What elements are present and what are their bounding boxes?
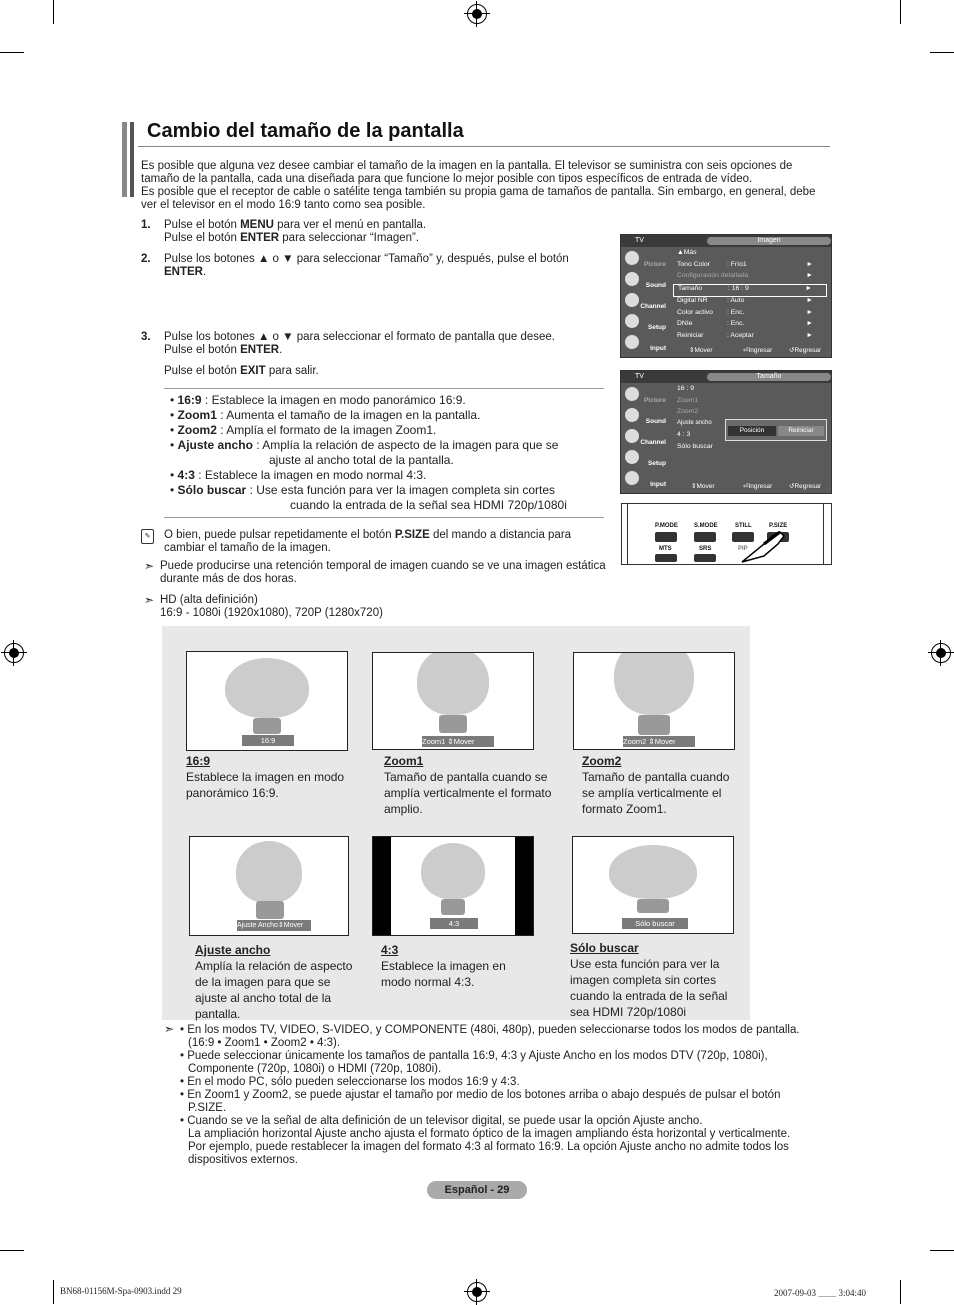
arrow-right-icon: ► [806,297,813,304]
option-desc: : Use esta función para ver la imagen completa sin cortes [246,483,556,497]
step-text: para seleccionar “Imagen”. [279,232,420,244]
note-text: del mando a distancia para [429,529,572,541]
balloon-icon [609,845,697,899]
option-key: 4:3 [177,468,195,482]
caption-heading: Ajuste ancho [195,943,271,957]
mode-label: Ajuste Ancho⇕Mover [236,919,312,932]
setup-icon [625,314,639,328]
image-solo-buscar [572,836,734,934]
caption-text: ajuste al ancho total de la [195,991,332,1005]
title-underline [138,146,830,147]
enter-hint: ⏎ Ingresar [743,347,773,354]
option-key: 16:9 [177,393,202,407]
sidebar-label: Sound [645,282,666,289]
arrow-right-icon: ► [806,260,813,268]
sidebar-item-picture[interactable] [623,249,667,270]
note-line: dispositivos externos. [188,1154,298,1166]
option-4-3: • 4:3 : Establece la imagen en modo normal 4:3. [170,468,427,482]
menu-row-value: : Enc. [727,308,745,316]
mode-label: 16:9 [241,734,295,747]
balloon-icon [421,843,485,899]
picture-icon [625,387,639,401]
crop-mark [53,1280,54,1304]
caption-text: Establece la imagen en modo [186,770,345,784]
picture-icon [625,251,639,265]
note-text: 16:9 - 1080i (1920x1080), 720P (1280x720) [160,607,383,619]
sidebar-label: Sound [645,418,666,425]
srs-button[interactable] [694,554,716,562]
caption-heading: Zoom2 [582,754,622,768]
image-zoom1 [372,652,534,750]
note-line: Componente (720p, 1080i) o HDMI (720p, 1080i). [188,1063,442,1075]
option-desc-cont: ajuste al ancho total de la pantalla. [269,453,454,467]
menu-row-label: Color activo [677,308,713,316]
option-desc: : Aumenta el tamaño de la imagen en la pantalla. [216,408,481,422]
crop-mark [0,52,24,53]
step-number: 2. [141,253,151,265]
move-label: Mover [654,737,676,746]
sidebar-item-input[interactable] [623,469,667,490]
image-zoom2 [573,652,735,750]
move-label: Mover [283,922,304,929]
menu-sidebar [623,249,667,354]
crop-mark [0,1250,24,1251]
caption-16-9 [186,753,356,801]
menu-row-label: Tamaño [678,284,703,292]
note-retention [160,560,620,586]
title-bar-decoration [122,122,127,197]
caption-text: de la imagen para que se [195,975,331,989]
sidebar-item-input[interactable] [623,333,667,354]
caption-text: Amplía la relación de aspecto [195,959,353,973]
sidebar-label: Channel [640,439,666,446]
menu-row-selected[interactable] [673,284,827,298]
option-key: Ajuste ancho [177,438,253,452]
remote-control-illustration [621,503,832,565]
caption-text: Establece la imagen en [381,959,506,973]
registration-mark-icon [931,643,951,663]
note-text: Puede producirse una retención temporal de imagen cuando se ve una imagen estática [160,560,606,572]
option-desc: : Amplía la relación de aspecto de la imagen para que se [252,438,559,452]
menu-row[interactable] [673,320,827,332]
hint-label: Regresar [794,347,822,354]
reset-button[interactable]: Reiniciar [778,426,824,436]
size-option-label: Zoom1 [677,396,699,404]
arrow-right-icon: ► [806,331,813,339]
arrow-right-icon: ► [806,320,813,327]
psize-label: P.SIZE [769,523,788,529]
option-key: Sólo buscar [177,483,247,497]
enter-key: ENTER [164,266,203,278]
channel-icon [625,293,639,307]
mode-label: Sólo buscar [621,917,689,930]
menu-row-value: : Enc. [727,320,745,327]
hint-label: Mover [696,483,715,490]
smode-label: S.MODE [694,523,718,529]
option-desc: : Establece la imagen en modo panorámico 16:9. [201,393,466,407]
enter-key: ENTER [240,344,280,356]
hint-label: Ingresar [748,483,773,490]
menu-row-value: : Aceptar [727,331,754,339]
option-desc: : Establece la imagen en modo normal 4:3. [194,468,427,482]
page-number: Español - 29 [427,1181,527,1199]
sidebar-label: Setup [647,324,666,331]
balloon-icon [614,652,694,715]
caption-4-3 [381,942,541,990]
basket-icon [638,715,670,735]
menu-row[interactable] [673,309,827,321]
step-text: Pulse los botones ▲ o ▼ para seleccionar “Tamaño” y, después, pulse el botón [164,253,569,265]
caption-zoom1 [384,753,564,817]
menu-row-value: : 16 : 9 [728,284,749,292]
balloon-icon [225,658,309,718]
mts-button[interactable] [655,554,677,562]
menu-body [673,249,827,343]
option-solo-buscar: • Sólo buscar : Use esta función para ver la imagen completa sin cortes [170,483,556,497]
option-ajuste-ancho: • Ajuste ancho : Amplía la relación de aspecto de la imagen para que se [170,438,559,452]
balloon-icon [417,652,489,715]
sidebar-item-channel[interactable] [623,291,667,312]
caption-heading: 16:9 [186,754,211,768]
sidebar-label: Channel [640,303,666,310]
image-16-9 [186,651,348,751]
option-16-9: • 16:9 : Establece la imagen en modo panorámico 16:9. [170,393,466,407]
intro-line: Es posible que el receptor de cable o satélite tenga también su propia gama de tamaños de pantalla. Sin embargo, en general, debe [141,186,816,198]
intro-line: tamaño de la pantalla, cada una diseñada para que funcione lo mejor posible con tipos específicos de entrada de vídeo. [141,173,753,185]
caption-text: panorámico 16:9. [186,786,279,800]
option-key: Zoom1 [177,408,217,422]
menu-row-label: Reiniciar [677,331,704,339]
return-hint: ↺ Regresar [789,347,822,354]
mode-label: Zoom1 ⇕Mover [421,735,495,748]
step-number: 3. [141,331,151,343]
note-psize [164,529,604,555]
size-option[interactable] [673,385,827,397]
registration-mark-icon [467,1282,487,1302]
crop-mark [900,1280,901,1304]
image-4-3 [372,836,534,936]
note-icon: ✎ [141,529,154,544]
basket-icon [256,901,284,919]
smode-button[interactable] [694,532,716,542]
registration-mark-icon [4,643,24,663]
image-ajuste-ancho [189,836,349,936]
osd-menu-imagen [620,234,832,358]
note-text: durante más de dos horas. [160,573,297,585]
enter-key: ENTER [240,232,280,244]
crop-mark [930,1250,954,1251]
still-label: STILL [735,523,752,529]
menu-row-label: DNIe [677,320,693,327]
basket-icon [637,899,669,913]
arrow-bullet-icon: ➣ [164,1022,175,1036]
pip-label: PIP [738,546,748,552]
note-text: O bien, puede pulsar repetidamente el botón [164,529,395,541]
caption-zoom2 [582,753,747,817]
footer-file: BN68-01156M-Spa-0903.indd 29 [60,1286,182,1296]
mode-label-text: Ajuste Ancho [237,922,278,929]
crop-mark [53,0,54,24]
note-line: • En Zoom1 y Zoom2, se puede ajustar el tamaño por medio de los botones arriba o abajo después de pulsar el botón [180,1089,781,1101]
note-line: • En el modo PC, sólo pueden seleccionarse los modos 16:9 y 4:3. [180,1076,520,1088]
caption-ajuste-ancho [195,942,375,1022]
basket-icon [253,718,281,734]
size-option-label: Zoom2 [677,408,699,415]
caption-text: sea HDMI 720p/1080i [570,1005,687,1019]
basket-icon [439,715,467,733]
submenu-box [725,419,827,441]
size-option-label: Ajuste ancho [677,419,712,426]
pmode-label: P.MODE [655,523,678,529]
osd-menu-tamano [620,370,832,494]
sidebar-item-channel[interactable] [623,427,667,448]
step-text: Pulse el botón [164,344,241,356]
option-zoom2: • Zoom2 : Amplía el formato de la imagen Zoom1. [170,423,437,437]
size-illustrations-panel [162,626,750,1020]
caption-solo-buscar [570,940,748,1020]
intro-text [141,160,831,212]
caption-text: cuando la entrada de la señal [570,989,728,1003]
pmode-button[interactable] [655,532,677,542]
caption-text: Tamaño de pantalla cuando se [384,770,548,784]
menu-tab: Tamaño [707,373,831,381]
input-icon [625,471,639,485]
sidebar-item-sound[interactable] [623,270,667,291]
arrow-right-icon: ► [806,272,813,279]
sidebar-label: Picture [643,397,666,404]
step-text: . [279,344,283,356]
menu-row[interactable] [673,297,827,309]
sound-icon [625,408,639,422]
caption-text: Tamaño de pantalla cuando [582,770,730,784]
basket-icon [441,899,465,915]
step-text: Pulse los botones ▲ o ▼ para seleccionar el formato de pantalla que desee. [164,331,555,343]
exit-key: EXIT [240,365,266,377]
intro-line: Es posible que alguna vez desee cambiar el tamaño de la imagen en la pantalla. El televisor se suministra con seis opciones de [141,160,793,172]
option-desc: : Amplía el formato de la imagen Zoom1. [216,423,437,437]
note-line: P.SIZE. [188,1102,227,1114]
caption-text: amplía verticalmente el formato [384,786,552,800]
step-text: para salir. [265,365,319,377]
move-hint: ⇕ Mover [689,347,713,354]
step-number: 1. [141,219,151,231]
mode-label: Zoom2 ⇕Mover [622,735,696,748]
sidebar-label: Setup [647,460,666,467]
sidebar-item-setup[interactable] [623,312,667,333]
crop-mark [900,0,901,24]
srs-label: SRS [699,546,712,552]
caption-text: Use esta función para ver la [570,957,720,971]
step-text: . [202,266,207,278]
menu-row-label: Configuración detallada [677,272,749,279]
pointing-hand-icon [734,526,794,566]
arrow-bullet-icon: ➣ [144,593,155,607]
menu-sidebar [623,385,667,490]
enter-hint: ⏎ Ingresar [743,483,773,490]
note-line: La ampliación horizontal Ajuste ancho ajusta el formato óptico de la imagen ampliando ésta horizontal y verticalmente. [188,1128,791,1140]
step-text: Pulse el botón [164,232,241,244]
caption-text: formato Zoom1. [582,802,667,816]
remote-edge [627,504,628,564]
position-button[interactable]: Posición [728,426,776,436]
mode-label-text: Zoom2 [623,737,647,746]
sidebar-item-picture[interactable] [623,385,667,406]
bottom-notes [180,1024,830,1167]
note-line: Por ejemplo, puede restablecer la imagen del formato 4:3 al formato 16:9. La opción Ajuste ancho no admite todos los [188,1141,789,1153]
page-title: Cambio del tamaño de la pantalla [147,120,464,142]
caption-text: amplio. [384,802,423,816]
size-option[interactable] [673,408,827,420]
psize-key: P.SIZE [394,529,430,541]
caption-text: imagen completa sin cortes [570,973,717,987]
return-hint: ↺ Regresar [789,483,822,490]
step-text: Pulse el botón [164,365,241,377]
note-line: • Cuando se ve la señal de alta definición de un televisor digital, se puede usar la opción Ajuste ancho. [180,1115,703,1127]
note-line: • En los modos TV, VIDEO, S-VIDEO, y COMPONENTE (480i, 480p), pueden seleccionarse todos los modos de pantalla. [180,1024,800,1036]
hint-label: Mover [694,347,713,354]
step-text: para ver el menú en pantalla. [273,219,427,231]
menu-source: TV [635,373,644,380]
sidebar-item-sound[interactable] [623,406,667,427]
note-line: • Puede seleccionar únicamente los tamaños de pantalla 16:9, 4:3 y Ajuste Ancho en los modos DTV (720p, 1080i), [180,1050,768,1062]
size-option[interactable] [673,397,827,409]
channel-icon [625,429,639,443]
option-desc-cont: cuando la entrada de la señal sea HDMI 720p/1080i [290,498,567,512]
step-text: Pulse el botón [164,219,241,231]
caption-heading: 4:3 [381,943,399,957]
footer-date: 2007-09-03 ＿＿ 3:04:40 [774,1288,866,1298]
caption-heading: Sólo buscar [570,941,639,955]
size-option-label: 16 : 9 [677,385,695,392]
arrow-right-icon: ► [805,284,812,292]
size-options-box [164,388,604,518]
balloon-icon [236,841,302,903]
move-label: Mover [453,737,475,746]
menu-row-value: : Frío1 [727,260,747,268]
mode-label-text: Zoom1 [422,737,446,746]
caption-text: modo normal 4:3. [381,975,475,989]
note-text: HD (alta definición) [160,594,258,606]
menu-row[interactable] [673,332,827,344]
input-icon [625,335,639,349]
arrow-bullet-icon: ➣ [144,559,155,573]
option-zoom1: • Zoom1 : Aumenta el tamaño de la imagen en la pantalla. [170,408,481,422]
setup-icon [625,450,639,464]
intro-line: ver el televisor en el modo 16:9 tanto como sea posible. [141,199,426,211]
menu-row[interactable] [673,249,827,261]
menu-row-label: ▲Más [677,249,697,256]
mts-label: MTS [659,546,672,552]
menu-row-value: : Auto [727,297,745,304]
sidebar-label: Input [650,481,666,488]
hint-label: Ingresar [748,347,773,354]
menu-key: MENU [240,219,274,231]
menu-row-label: Tono Color [677,260,710,268]
caption-heading: Zoom1 [384,754,424,768]
menu-tab: Imagen [707,237,831,245]
menu-row[interactable] [673,261,827,273]
hint-label: Regresar [794,483,822,490]
menu-footer [673,345,829,355]
registration-mark-icon [467,4,487,24]
sidebar-label: Input [650,345,666,352]
note-line: (16:9 • Zoom1 • Zoom2 • 4:3). [188,1037,341,1049]
option-key: Zoom2 [177,423,217,437]
caption-text: pantalla. [195,1007,241,1021]
size-option-label: Sólo buscar [677,442,713,450]
sidebar-label: Picture [643,261,666,268]
menu-row-label: Digital NR [677,297,708,304]
note-hd [160,594,620,620]
menu-row[interactable] [673,272,827,284]
size-option-label: 4 : 3 [677,431,691,438]
remote-edge [823,504,824,564]
size-option[interactable] [673,443,827,455]
title-bar-decoration [130,122,134,197]
crop-mark [930,52,954,53]
menu-source: TV [635,237,644,244]
move-hint: ⇕ Mover [691,483,715,490]
mode-label: 4:3 [429,917,479,930]
arrow-right-icon: ► [806,308,813,316]
sound-icon [625,272,639,286]
sidebar-item-setup[interactable] [623,448,667,469]
menu-footer [673,481,829,491]
note-text: cambiar el tamaño de la imagen. [164,542,331,554]
caption-text: se amplía verticalmente el [582,786,722,800]
